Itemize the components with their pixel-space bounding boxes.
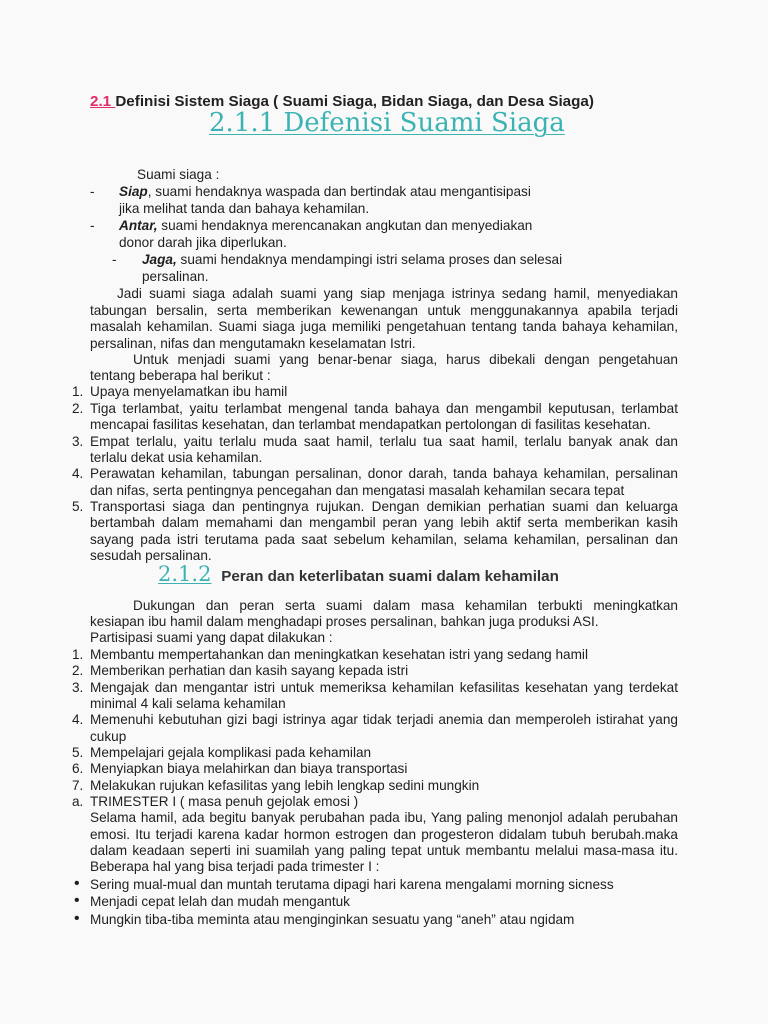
dash-item-antar: [119, 218, 532, 235]
dash-item-key: Siap: [119, 184, 148, 199]
paragraph-line: Beberapa hal yang bisa terjadi pada trimester I :: [90, 859, 380, 874]
list-item: Melakukan rujukan kefasilitas yang lebih lengkap sedini mungkin: [90, 778, 480, 793]
list-number: 4.: [72, 466, 84, 481]
subsection-title: Peran dan keterlibatan suami dalam kehamilan: [221, 568, 559, 585]
section-number: 2.1: [90, 93, 116, 110]
dash-item-cont: persalinan.: [142, 269, 209, 284]
list-item: Empat terlalu, yaitu terlalu muda saat hamil, terlalu tua saat hamil, terlalu banyak anak dan: [90, 434, 678, 449]
trimester-title: TRIMESTER I ( masa penuh gejolak emosi ): [90, 794, 359, 809]
list-number: 5.: [72, 745, 84, 760]
paragraph-line: emosi. Itu terjadi karena kadar hormon estrogen dan progesteron didalam tubuh berubah.maka: [90, 827, 678, 842]
subsection-heading-211: 2.1.1 Defenisi Suami Siaga: [209, 108, 565, 138]
bullet-item: Menjadi cepat lelah dan mudah mengantuk: [90, 894, 350, 909]
subsection-heading-212: [158, 562, 559, 586]
list-item-cont: minimal 4 kali selama kehamilan: [90, 696, 286, 711]
bullet-item: Mungkin tiba-tiba meminta atau menginginkan sesuatu yang “aneh” atau ngidam: [90, 912, 575, 927]
list-item: Memenuhi kebutuhan gizi bagi istrinya agar tidak terjadi anemia dan memperoleh istirahat yang: [90, 712, 678, 727]
list-item-cont: bertambah dalam memahami dan mengambil peran yang lebih aktif serta memberikan kasih: [90, 515, 678, 530]
list-number: 2.: [72, 663, 84, 678]
paragraph-line: Dukungan dan peran serta suami dalam masa kehamilan terbukti meningkatkan: [133, 598, 678, 613]
list-number: 5.: [72, 499, 84, 514]
suami-siaga-label: Suami siaga :: [137, 167, 220, 182]
subsection-number: 2.1.2: [158, 562, 212, 586]
paragraph-line: tabungan bersalin, serta memberikan kewenangan untuk menggunakannya apabila terjadi: [90, 303, 678, 318]
bullet-item: Sering mual-mual dan muntah terutama dipagi hari karena mengalami morning sicness: [90, 877, 614, 892]
dash-item-key: Antar,: [119, 218, 158, 233]
list-number: 7.: [72, 778, 84, 793]
dash-marker: -: [90, 184, 95, 199]
list-item-cont: terlalu dekat usia kehamilan.: [90, 450, 263, 465]
paragraph-line: Untuk menjadi suami yang benar-benar siaga, harus dibekali dengan pengetahuan: [133, 352, 678, 367]
list-letter: a.: [72, 794, 84, 809]
list-item: Transportasi siaga dan pentingnya rujukan. Dengan demikian perhatian suami dan keluarga: [90, 499, 678, 514]
list-number: 4.: [72, 712, 84, 727]
dash-item-key: Jaga,: [142, 252, 177, 267]
list-item: Mengajak dan mengantar istri untuk memeriksa kehamilan kefasilitas kesehatan yang terdekat: [90, 680, 678, 695]
dash-item-text: suami hendaknya merencanakan angkutan dan menyediakan: [157, 218, 533, 233]
list-item-cont: dan nifas, serta pentingnya pencegahan dan mengatasi masalah kehamilan secara tepat: [90, 483, 625, 498]
dash-item-text: suami hendaknya mendampingi istri selama proses dan selesai: [176, 252, 563, 267]
dash-item-text: , suami hendaknya waspada dan bertindak atau mengantisipasi: [147, 184, 531, 199]
partisipasi-label: Partisipasi suami yang dapat dilakukan :: [90, 630, 333, 645]
list-item: Memberikan perhatian dan kasih sayang kepada istri: [90, 663, 409, 678]
paragraph-line: Selama hamil, ada begitu banyak perubahan pada ibu, Yang paling menonjol adalah perubahan: [90, 810, 678, 825]
list-item-cont: sesudah persalinan.: [90, 548, 212, 563]
section-title: Definisi Sistem Siaga ( Suami Siaga, Bidan Siaga, dan Desa Siaga): [115, 93, 594, 110]
paragraph-line: persalinan, nifas dan mengutamakn keselamatan Istri.: [90, 336, 416, 351]
paragraph-line: dalam keadaan seperti ini suamilah yang paling tepat untuk membantu melalui masa-masa itu.: [90, 843, 678, 858]
list-item: Membantu mempertahankan dan meningkatkan kesehatan istri yang sedang hamil: [90, 647, 588, 662]
paragraph-line: kesiapan ibu hamil dalam menghadapi proses persalinan, bahkan juga produksi ASI.: [90, 614, 599, 629]
bullet-icon: •: [74, 892, 80, 909]
paragraph-line: Jadi suami siaga adalah suami yang siap menjaga istrinya sedang hamil, menyediakan: [117, 286, 678, 301]
bullet-icon: •: [74, 875, 80, 892]
paragraph-line: tentang beberapa hal berikut :: [90, 368, 271, 383]
list-item: Upaya menyelamatkan ibu hamil: [90, 384, 288, 399]
list-number: 2.: [72, 401, 84, 416]
list-number: 3.: [72, 680, 84, 695]
dash-item-cont: jika melihat tanda dan bahaya kehamilan.: [119, 201, 370, 216]
list-item-cont: mencapai fasilitas kesehatan, dan terlambat mendapatkan pertolongan di fasilitas kesehatan.: [90, 417, 651, 432]
dash-marker: -: [90, 218, 95, 233]
dash-item-cont: donor darah jika diperlukan.: [119, 235, 287, 250]
dash-marker: -: [112, 252, 117, 267]
paragraph-line: masalah kehamilan. Suami siaga juga memiliki pengetahuan tentang tanda bahaya kehamilan,: [90, 319, 678, 334]
list-number: 1.: [72, 647, 84, 662]
list-number: 1.: [72, 384, 84, 399]
dash-item-siap: [119, 184, 531, 201]
list-item: Perawatan kehamilan, tabungan persalinan, donor darah, tanda bahaya kehamilan, persalinan: [90, 466, 678, 481]
list-item: Menyiapkan biaya melahirkan dan biaya transportasi: [90, 761, 408, 776]
list-item: Tiga terlambat, yaitu terlambat mengenal tanda bahaya dan mengambil keputusan, terlambat: [90, 401, 678, 416]
list-item: Mempelajari gejala komplikasi pada kehamilan: [90, 745, 372, 760]
dash-item-jaga: [142, 252, 562, 269]
list-number: 6.: [72, 761, 84, 776]
list-number: 3.: [72, 434, 84, 449]
list-item-cont: sayang pada istri terutama pada saat sebelum kehamilan, selama kehamilan, persalinan dan: [90, 532, 678, 547]
bullet-icon: •: [74, 910, 80, 927]
list-item-cont: cukup: [90, 729, 127, 744]
